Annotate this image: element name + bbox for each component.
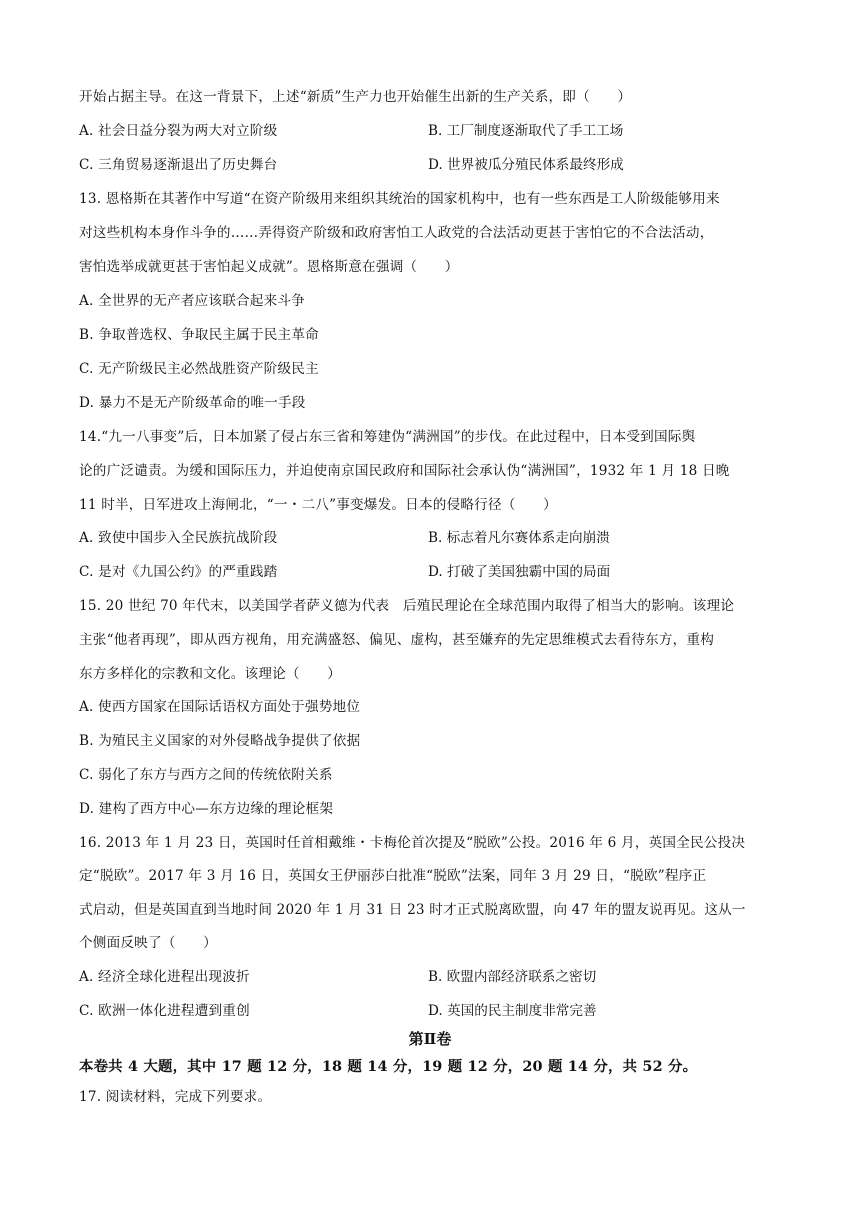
q15-stem-line-3: 东方多样化的宗教和文化。该理论（ ） — [79, 666, 342, 682]
q16-stem-line-2: 定“脱欧”。2017 年 3 月 16 日，英国女王伊丽莎白批准“脱欧”法案，同年 3 月 29 日，“脱欧”程序正 — [79, 868, 707, 884]
q12-stem-end: 开始占据主导。在这一背景下，上述“新质”生产力也开始催生出新的生产关系，即（ ） — [79, 89, 632, 105]
q13-stem-line-2: 对这些机构本身作斗争的……弄得资产阶级和政府害怕工人政党的合法活动更甚于害怕它的不合法活动， — [79, 225, 714, 241]
q16-stem-line-3: 式启动，但是英国直到当地时间 2020 年 1 月 31 日 23 时才正式脱离欧盟，向 47 年的盟友说再见。这从一 — [79, 902, 746, 918]
q15-option-d: D. 建构了西方中心—东方边缘的理论框架 — [79, 801, 334, 817]
q16-option-b: B. 欧盟内部经济联系之密切 — [428, 969, 597, 985]
q15-stem-line-2: 主张“他者再现”，即从西方视角，用充满盛怒、偏见、虚构，甚至嫌弃的先定思维模式去看待东方，重构 — [79, 632, 715, 648]
q14-stem-line-3: 11 时半，日军进攻上海闸北，“一・二八”事变爆发。日本的侵略行径（ ） — [79, 497, 557, 513]
q13-stem-line-1: 13. 恩格斯在其著作中写道“在资产阶级用来组织其统治的国家机构中，也有一些东西是工人阶级能够用来 — [79, 191, 720, 207]
q16-stem-line-4: 个侧面反映了（ ） — [79, 935, 217, 951]
q16-option-d: D. 英国的民主制度非常完善 — [428, 1003, 597, 1019]
q12-option-b: B. 工厂制度逐渐取代了手工工场 — [428, 123, 624, 139]
q14-stem-line-1: 14.“九一八事变”后，日本加紧了侵占东三省和筹建伪“满洲国”的步伐。在此过程中，日本受到国际舆 — [79, 429, 696, 445]
section-2-title: 第Ⅱ卷 — [408, 1030, 452, 1048]
q12-option-d: D. 世界被瓜分殖民体系最终形成 — [428, 157, 624, 173]
q14-option-a: A. 致使中国步入全民族抗战阶段 — [79, 530, 278, 546]
q17-stem: 17. 阅读材料，完成下列要求。 — [79, 1089, 272, 1105]
q16-option-c: C. 欧洲一体化进程遭到重创 — [79, 1003, 250, 1019]
q15-option-b: B. 为殖民主义国家的对外侵略战争提供了依据 — [79, 733, 361, 749]
q15-stem-line-1: 15. 20 世纪 70 年代末，以美国学者萨义德为代表 后殖民理论在全球范围内取得了相当大的影响。该理论 — [79, 598, 735, 614]
q13-option-d: D. 暴力不是无产阶级革命的唯一手段 — [79, 395, 306, 411]
q15-option-c: C. 弱化了东方与西方之间的传统依附关系 — [79, 767, 333, 783]
q15-option-a: A. 使西方国家在国际话语权方面处于强势地位 — [79, 699, 361, 715]
section-2-intro: 本卷共 4 大题，其中 17 题 12 分，18 题 14 分，19 题 12 分，20 题 14 分，共 52 分。 — [79, 1058, 698, 1075]
q14-option-d: D. 打破了美国独霸中国的局面 — [428, 564, 611, 580]
q14-option-c: C. 是对《九国公约》的严重践踏 — [79, 564, 278, 580]
q13-option-c: C. 无产阶级民主必然战胜资产阶级民主 — [79, 361, 319, 377]
q16-option-a: A. 经济全球化进程出现波折 — [79, 969, 250, 985]
q13-stem-line-3: 害怕选举成就更甚于害怕起义成就”。恩格斯意在强调（ ） — [79, 259, 459, 275]
q13-option-a: A. 全世界的无产者应该联合起来斗争 — [79, 293, 305, 309]
q12-option-a: A. 社会日益分裂为两大对立阶级 — [79, 123, 278, 139]
q16-stem-line-1: 16. 2013 年 1 月 23 日，英国时任首相戴维・卡梅伦首次提及“脱欧”公投。2016 年 6 月，英国全民公投决 — [79, 835, 746, 851]
q14-option-b: B. 标志着凡尔赛体系走向崩溃 — [428, 530, 610, 546]
q14-stem-line-2: 论的广泛谴责。为缓和国际压力，并迫使南京国民政府和国际社会承认伪“满洲国”，1932 年 1 月 18 日晚 — [79, 463, 730, 479]
q12-option-c: C. 三角贸易逐渐退出了历史舞台 — [79, 157, 278, 173]
q13-option-b: B. 争取普选权、争取民主属于民主革命 — [79, 327, 319, 343]
